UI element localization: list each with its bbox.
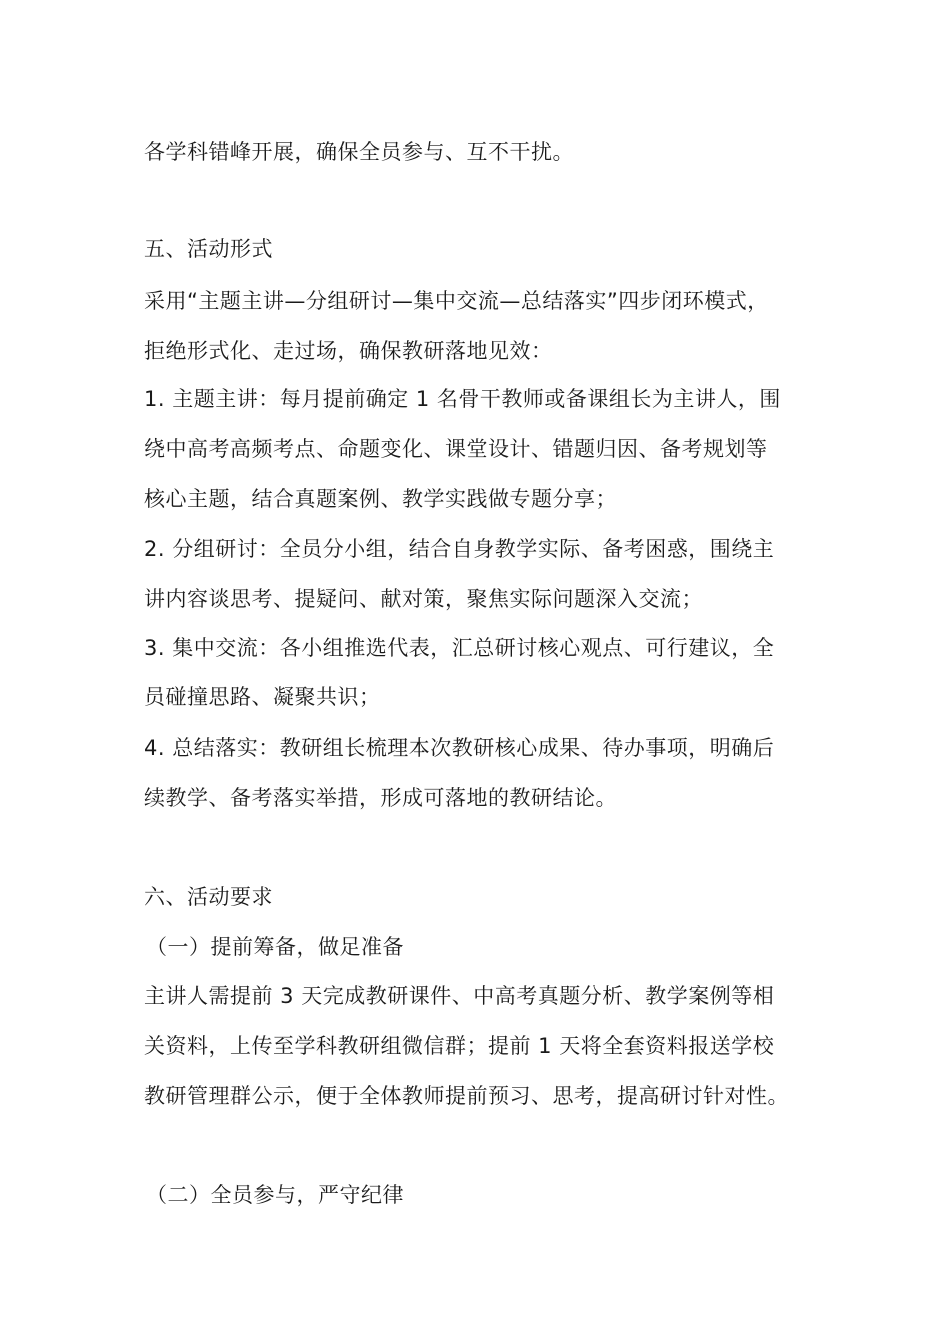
paragraph-line: 拒绝形式化、走过场，确保教研落地见效： bbox=[144, 339, 553, 363]
subsection-heading: （二）全员参与，严守纪律 bbox=[146, 1183, 404, 1207]
paragraph-line: 关资料，上传至学科教研组微信群；提前 1 天将全套资料报送学校 bbox=[144, 1034, 775, 1058]
list-item: 1. 主题主讲：每月提前确定 1 名骨干教师或备课组长为主讲人，围 bbox=[144, 387, 781, 411]
section-heading: 六、活动要求 bbox=[144, 885, 273, 909]
subsection-heading: （一）提前筹备，做足准备 bbox=[146, 935, 404, 959]
paragraph-line: 各学科错峰开展，确保全员参与、互不干扰。 bbox=[144, 140, 574, 164]
list-item: 2. 分组研讨：全员分小组，结合自身教学实际、备考困惑，围绕主 bbox=[144, 537, 775, 561]
list-item: 4. 总结落实：教研组长梳理本次教研核心成果、待办事项，明确后 bbox=[144, 736, 775, 760]
section-heading: 五、活动形式 bbox=[144, 237, 273, 261]
list-item: 3. 集中交流：各小组推选代表，汇总研讨核心观点、可行建议，全 bbox=[144, 636, 775, 660]
paragraph-line: 讲内容谈思考、提疑问、献对策，聚焦实际问题深入交流； bbox=[144, 587, 703, 611]
paragraph-line: 员碰撞思路、凝聚共识； bbox=[144, 685, 381, 709]
paragraph-line: 续教学、备考落实举措，形成可落地的教研结论。 bbox=[144, 786, 617, 810]
paragraph-line: 绕中高考高频考点、命题变化、课堂设计、错题归因、备考规划等 bbox=[144, 437, 768, 461]
paragraph-line: 教研管理群公示，便于全体教师提前预习、思考，提高研讨针对性。 bbox=[144, 1084, 789, 1108]
paragraph-line: 主讲人需提前 3 天完成教研课件、中高考真题分析、教学案例等相 bbox=[144, 984, 775, 1008]
paragraph-line: 采用“主题主讲—分组研讨—集中交流—总结落实”四步闭环模式， bbox=[144, 289, 769, 313]
paragraph-line: 核心主题，结合真题案例、教学实践做专题分享； bbox=[144, 487, 617, 511]
